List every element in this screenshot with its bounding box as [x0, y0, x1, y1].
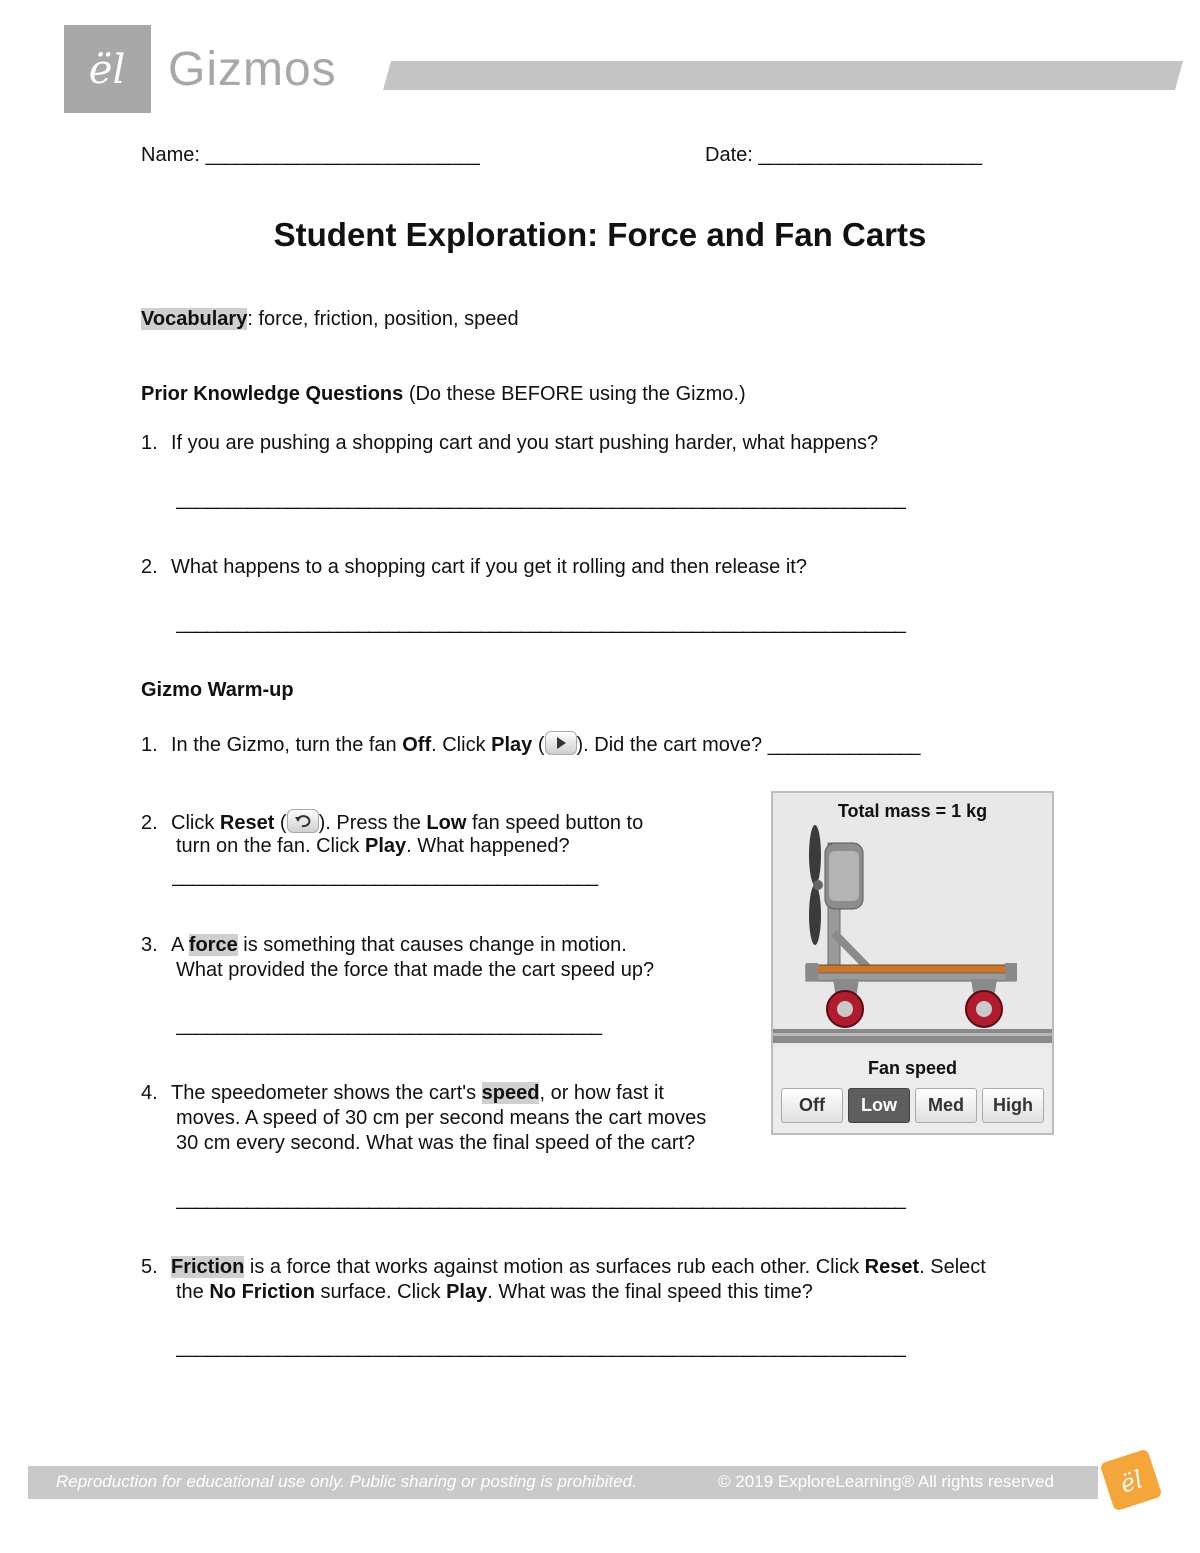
warmup-question-5: 5. Friction is a force that works against motion as surfaces rub each other. Click Reset. Select: [141, 1256, 986, 1278]
answer-line-prior-1[interactable]: ________________________________________________________________________: [176, 488, 905, 510]
vocabulary-label: Vocabulary: [141, 308, 248, 330]
answer-line-prior-2[interactable]: ________________________________________________________________________: [176, 612, 905, 634]
warmup-question-4: 4. The speedometer shows the cart's speed, or how fast it: [141, 1082, 664, 1104]
prior-question-1: 1. If you are pushing a shopping cart and you start pushing harder, what happens?: [141, 432, 879, 454]
answer-line-warmup-2[interactable]: __________________________________________: [172, 865, 598, 887]
name-blank[interactable]: ___________________________: [205, 144, 479, 166]
logo-mark: ël: [88, 47, 126, 93]
brand-name: Gizmos: [168, 43, 337, 96]
date-label: Date:: [705, 144, 759, 166]
page-title: Student Exploration: Force and Fan Carts: [273, 216, 927, 253]
fan-speed-label: Fan speed: [867, 1058, 958, 1078]
fan-cart-illustration: [773, 793, 1052, 1048]
header-bar: [383, 61, 1183, 90]
fan-med-button[interactable]: Med: [915, 1088, 977, 1123]
reset-icon: [287, 809, 319, 833]
warmup-question-1: 1. In the Gizmo, turn the fan Off. Click Play ( ). Did the cart move? _______________: [141, 731, 920, 758]
answer-line-warmup-1[interactable]: _______________: [767, 734, 920, 756]
name-field[interactable]: [141, 143, 479, 168]
play-icon: [545, 731, 577, 755]
fan-high-button[interactable]: High: [982, 1088, 1044, 1123]
name-label: Name:: [141, 144, 206, 166]
vocabulary-text: : force, friction, position, speed: [247, 308, 519, 330]
fan-off-button[interactable]: Off: [781, 1088, 843, 1123]
warmup-question-3-line2: What provided the force that made the cart speed up?: [176, 959, 655, 981]
footer-logo-icon: [1096, 1445, 1166, 1515]
warmup-question-4-line3: 30 cm every second. What was the final speed of the cart?: [176, 1132, 696, 1154]
fan-low-button[interactable]: Low: [848, 1088, 910, 1123]
date-blank[interactable]: ______________________: [758, 144, 982, 166]
date-field[interactable]: [705, 143, 981, 168]
svg-text:ël: ël: [1116, 1465, 1147, 1499]
warmup-question-2: 2. Click Reset ( ). Press the Low fan speed button to: [141, 809, 643, 836]
warmup-question-5-line2: the No Friction surface. Click Play. What was the final speed this time?: [176, 1281, 813, 1303]
prior-knowledge-heading: Prior Knowledge Questions (Do these BEFORE using the Gizmo.): [141, 383, 746, 405]
prior-question-2: 2. What happens to a shopping cart if you get it rolling and then release it?: [141, 556, 807, 578]
footer-reproduction-notice: Reproduction for educational use only. Public sharing or posting is prohibited.: [56, 1472, 637, 1491]
vocabulary-line: [141, 307, 519, 332]
footer-copyright: © 2019 ExploreLearning® All rights reserved: [718, 1472, 1054, 1491]
answer-line-warmup-4[interactable]: ________________________________________________________________________: [176, 1188, 905, 1210]
warmup-question-2-line2: turn on the fan. Click Play. What happened?: [176, 835, 570, 857]
warmup-heading: Gizmo Warm-up: [141, 679, 294, 701]
warmup-question-3: 3. A force is something that causes change in motion.: [141, 934, 627, 956]
gizmo-panel: [771, 791, 1054, 1135]
answer-line-warmup-5[interactable]: ________________________________________________________________________: [176, 1336, 905, 1358]
warmup-question-4-line2: moves. A speed of 30 cm per second means the cart moves: [176, 1107, 707, 1129]
explorelearning-logo: [64, 25, 151, 113]
total-mass-label: Total mass = 1 kg: [837, 801, 988, 821]
answer-line-warmup-3[interactable]: __________________________________________: [176, 1014, 602, 1036]
